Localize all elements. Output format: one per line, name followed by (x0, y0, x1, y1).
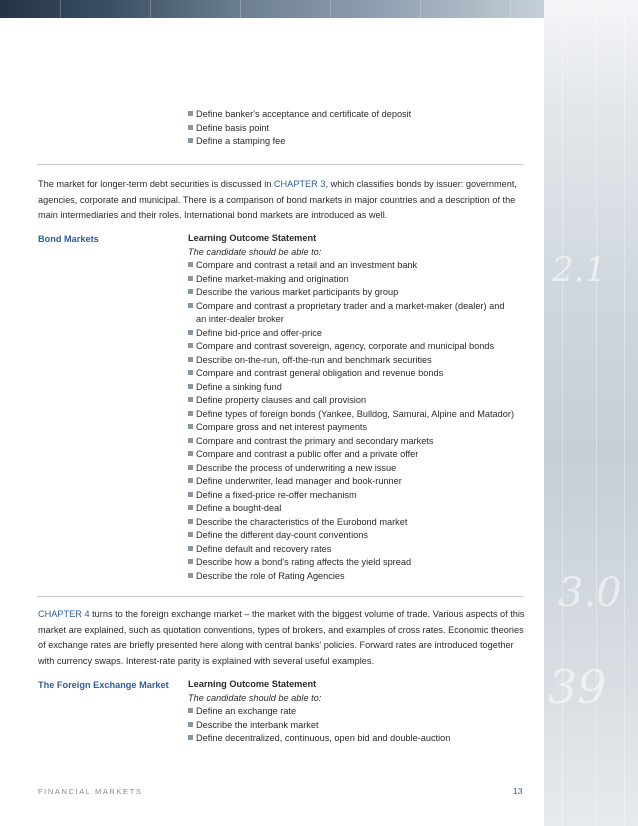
bullet-square-icon (188, 708, 193, 713)
bullet-square-icon (188, 384, 193, 389)
list-item: Describe the interbank market (188, 719, 450, 733)
bullet-square-icon (188, 492, 193, 497)
list-item: Define market-making and origination (188, 273, 514, 287)
list-item: Describe the characteristics of the Eurobond market (188, 516, 514, 530)
chapter4-intro: CHAPTER 4 turns to the foreign exchange market – the market with the biggest volume of trade. Various aspects of this market are explained, such as quotation conventions, types of brokers, and examples of cross rates. Economic theories of exchange rates are briefly presented here along with central banks' policies. Forward rates are introduced together with currency swaps. Interest-rate parity is explained with several useful examples. (38, 609, 525, 666)
bullet-square-icon (188, 546, 193, 551)
divider (38, 596, 524, 597)
list-item: Define default and recovery rates (188, 543, 514, 557)
list-item: Describe the various market participants by group (188, 286, 514, 300)
list-item: Define underwriter, lead manager and book-runner (188, 475, 514, 489)
bullet-square-icon (188, 532, 193, 537)
list-item: Compare and contrast a retail and an investment bank (188, 259, 514, 273)
bullet-square-icon (188, 559, 193, 564)
bond-markets-label: Bond Markets (38, 234, 99, 244)
bullet-square-icon (188, 451, 193, 456)
list-item: Describe the role of Rating Agencies (188, 570, 514, 584)
list-item: Compare and contrast sovereign, agency, corporate and municipal bonds (188, 340, 514, 354)
bullet-square-icon (188, 411, 193, 416)
list-item: Define property clauses and call provision (188, 394, 514, 408)
bullet-square-icon (188, 424, 193, 429)
sidebar-decor-number: 39 (548, 660, 607, 714)
bullet-square-icon (188, 438, 193, 443)
bullet-square-icon (188, 303, 193, 308)
los-heading: Learning Outcome Statement (188, 679, 317, 689)
los-subheading: The candidate should be able to: (188, 246, 322, 257)
chapter3-intro: The market for longer-term debt securities is discussed in CHAPTER 3, which classifies bonds by issuer: government, agencies, corporate and municipal. There is a comparison of bond markets in major countries and a description of the main intermediaries and their roles. International bond markets are introduced as well. (38, 179, 517, 220)
list-item: Compare and contrast a proprietary trader and a market-maker (dealer) and (188, 300, 514, 314)
page-number: 13 (513, 786, 523, 796)
bullet-square-icon (188, 397, 193, 402)
list-item-continuation: an inter-dealer broker (196, 314, 284, 324)
list-item: Define a fixed-price re-offer mechanism (188, 489, 514, 503)
chapter3-link[interactable]: CHAPTER 3 (273, 179, 326, 189)
list-item: Define a bought-deal (188, 502, 514, 516)
list-item: Define the different day-count conventions (188, 529, 514, 543)
los-heading: Learning Outcome Statement (188, 233, 317, 243)
sidebar-decor-number: 2.1 (552, 250, 607, 290)
sidebar-decorative-image (544, 0, 638, 826)
chapter4-link[interactable]: CHAPTER 4 (38, 609, 90, 619)
list-item: Compare and contrast a public offer and a private offer (188, 448, 514, 462)
divider (38, 164, 524, 165)
fx-market-label: The Foreign Exchange Market (38, 680, 169, 690)
bullet-square-icon (188, 125, 193, 130)
bond-markets-los (188, 232, 514, 583)
list-item: Define a sinking fund (188, 381, 514, 395)
list-item: Define a stamping fee (188, 135, 411, 149)
list-item: Describe on-the-run, off-the-run and benchmark securities (188, 354, 514, 368)
list-item: Compare and contrast general obligation and revenue bonds (188, 367, 514, 381)
list-item: Define decentralized, continuous, open bid and double-auction (188, 732, 450, 746)
list-item: Describe how a bond's rating affects the yield spread (188, 556, 514, 570)
list-item: Define types of foreign bonds (Yankee, Bulldog, Samurai, Alpine and Matador) (188, 408, 514, 422)
bullet-square-icon (188, 478, 193, 483)
bullet-square-icon (188, 262, 193, 267)
list-item: Compare gross and net interest payments (188, 421, 514, 435)
bullet-square-icon (188, 343, 193, 348)
bullet-square-icon (188, 111, 193, 116)
bullet-square-icon (188, 505, 193, 510)
bullet-square-icon (188, 370, 193, 375)
top-bullet-list (188, 108, 411, 149)
los-subheading: The candidate should be able to: (188, 692, 322, 703)
bullet-square-icon (188, 722, 193, 727)
list-item: Compare and contrast the primary and secondary markets (188, 435, 514, 449)
list-item: Define basis point (188, 122, 411, 136)
bullet-square-icon (188, 289, 193, 294)
header-image-strip (0, 0, 544, 18)
list-item: Describe the process of underwriting a new issue (188, 462, 514, 476)
fx-market-los (188, 678, 450, 746)
bullet-square-icon (188, 138, 193, 143)
bullet-square-icon (188, 465, 193, 470)
list-item: Define banker's acceptance and certificate of deposit (188, 108, 411, 122)
footer-title: FINANCIAL MARKETS (38, 787, 143, 796)
bullet-square-icon (188, 330, 193, 335)
bullet-square-icon (188, 735, 193, 740)
list-item: Define bid-price and offer-price (188, 327, 514, 341)
bullet-square-icon (188, 573, 193, 578)
list-item: Define an exchange rate (188, 705, 450, 719)
bullet-square-icon (188, 357, 193, 362)
sidebar-decor-number: 3.0 (558, 570, 622, 616)
bullet-square-icon (188, 276, 193, 281)
bullet-square-icon (188, 519, 193, 524)
